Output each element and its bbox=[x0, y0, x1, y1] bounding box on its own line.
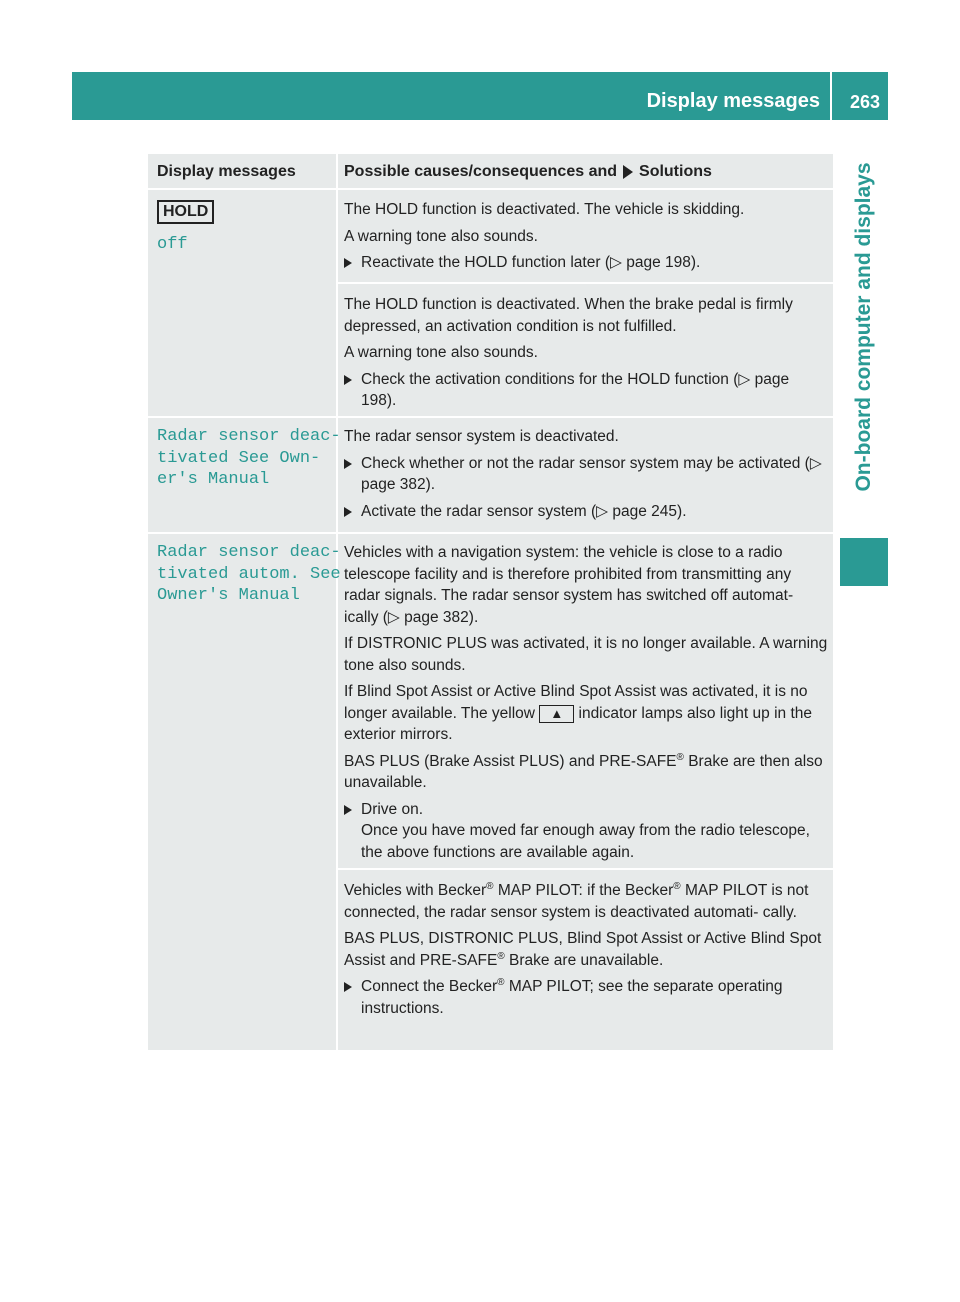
step-text: Check whether or not the radar sensor system may be activated (▷ page 382). bbox=[361, 454, 822, 493]
cause-text: Vehicles with a navigation system: the vehicle is close to a radio telescope facility and is therefore prohibited from transmitting any radar signals. The radar sensor system has switched off automat- ically (▷ page 382). bbox=[344, 544, 794, 626]
solution-step bbox=[344, 453, 828, 496]
solution-cell bbox=[344, 426, 828, 527]
cause-text bbox=[344, 751, 828, 794]
arrow-icon bbox=[344, 258, 352, 268]
column-header-solutions bbox=[344, 154, 712, 190]
arrow-icon bbox=[623, 165, 633, 179]
step-text: Drive on. bbox=[361, 800, 424, 818]
solution-step bbox=[344, 976, 828, 1019]
solution-step bbox=[344, 501, 828, 523]
hold-symbol: HOLD bbox=[157, 200, 214, 224]
step-text: Check the activation conditions for the HOLD function (▷ page 198). bbox=[361, 370, 790, 409]
registered-mark: ® bbox=[673, 880, 681, 892]
step-detail: Once you have moved far enough away from the radio telescope, the above functions are available again. bbox=[361, 822, 810, 861]
cause-text bbox=[344, 928, 828, 971]
registered-mark: ® bbox=[676, 751, 684, 763]
solution-cell bbox=[344, 199, 828, 279]
cause-text: The HOLD function is deactivated. The vehicle is skidding. bbox=[344, 201, 745, 218]
cause-text: If DISTRONIC PLUS was activated, it is no longer available. A warning tone also sounds. bbox=[344, 635, 828, 674]
step-text: Reactivate the HOLD function later (▷ page 198). bbox=[361, 254, 701, 271]
cause-text bbox=[344, 880, 828, 923]
chapter-label: On-board computer and displays bbox=[852, 162, 875, 492]
arrow-icon bbox=[344, 982, 352, 992]
column-header-display-messages: Display messages bbox=[157, 163, 296, 180]
cause-text: The HOLD function is deactivated. When the brake pedal is firmly depressed, an activation condition is not fulfilled. bbox=[344, 296, 793, 335]
cause-text-part: If Blind Spot Assist or Active Blind Spot Assist was activated, it is no longer available. The yellow bbox=[344, 683, 808, 722]
solution-cell bbox=[344, 294, 828, 417]
row-divider bbox=[148, 416, 833, 418]
step-text: Activate the radar sensor system (▷ page 245). bbox=[361, 502, 687, 520]
page-header bbox=[72, 72, 888, 120]
cause-text-part: MAP PILOT is not connected, the radar sensor system is deactivated automati- cally. bbox=[344, 882, 809, 921]
arrow-icon bbox=[344, 507, 352, 517]
registered-mark: ® bbox=[497, 950, 505, 962]
row-divider bbox=[148, 532, 833, 534]
row-divider bbox=[338, 868, 833, 870]
cause-text-part: BAS PLUS (Brake Assist PLUS) and PRE-SAFE bbox=[344, 752, 677, 770]
solution-step bbox=[344, 369, 828, 412]
solution-cell bbox=[344, 880, 828, 1024]
cause-text-part: Vehicles with Becker bbox=[344, 882, 487, 899]
step-text: Connect the Becker bbox=[361, 978, 498, 995]
header-divider bbox=[830, 72, 832, 120]
cause-text bbox=[344, 681, 828, 746]
solution-step bbox=[344, 252, 828, 274]
display-message-hold-off: off bbox=[157, 235, 188, 254]
registered-mark: ® bbox=[497, 976, 505, 988]
registered-mark: ® bbox=[486, 880, 494, 892]
cause-text-part: BAS PLUS, DISTRONIC PLUS, Blind Spot Assist or Active Blind Spot Assist and PRE-SAFE bbox=[344, 930, 822, 969]
column-header-causes: Possible causes/consequences and bbox=[344, 163, 618, 180]
header-divider-line bbox=[148, 188, 833, 190]
row-divider bbox=[338, 282, 833, 284]
page-number: 263 bbox=[849, 92, 880, 112]
warning-lamp-icon: ▲ bbox=[539, 705, 574, 723]
chapter-marker bbox=[840, 538, 888, 586]
step-text: MAP PILOT; see the separate operating instructions. bbox=[361, 978, 783, 1017]
display-message-radar-deactivated-autom: Radar sensor deac‐ tivated autom. See Owner's Manual bbox=[157, 543, 341, 605]
cause-text: The radar sensor system is deactivated. bbox=[344, 428, 619, 445]
arrow-icon bbox=[344, 375, 352, 385]
cause-text: A warning tone also sounds. bbox=[344, 227, 538, 245]
cause-text-part: Brake are unavailable. bbox=[504, 951, 664, 969]
cause-text-part: indicator lamps also light up in the exterior mirrors. bbox=[344, 704, 812, 743]
cause-text: A warning tone also sounds. bbox=[344, 344, 538, 361]
arrow-icon bbox=[344, 805, 352, 815]
column-header-solutions-label: Solutions bbox=[639, 163, 712, 180]
cause-text-part: Brake are then also unavailable. bbox=[344, 752, 823, 791]
side-chapter-tab bbox=[840, 124, 888, 530]
arrow-icon bbox=[344, 459, 352, 469]
section-title: Display messages bbox=[646, 90, 820, 112]
solution-cell bbox=[344, 542, 828, 868]
solution-step bbox=[344, 799, 828, 864]
display-message-radar-deactivated: Radar sensor deac‐ tivated See Own‐ er's Manual bbox=[157, 427, 341, 489]
cause-text-part: MAP PILOT: if the Becker bbox=[493, 882, 674, 899]
display-messages-table bbox=[148, 154, 833, 1050]
